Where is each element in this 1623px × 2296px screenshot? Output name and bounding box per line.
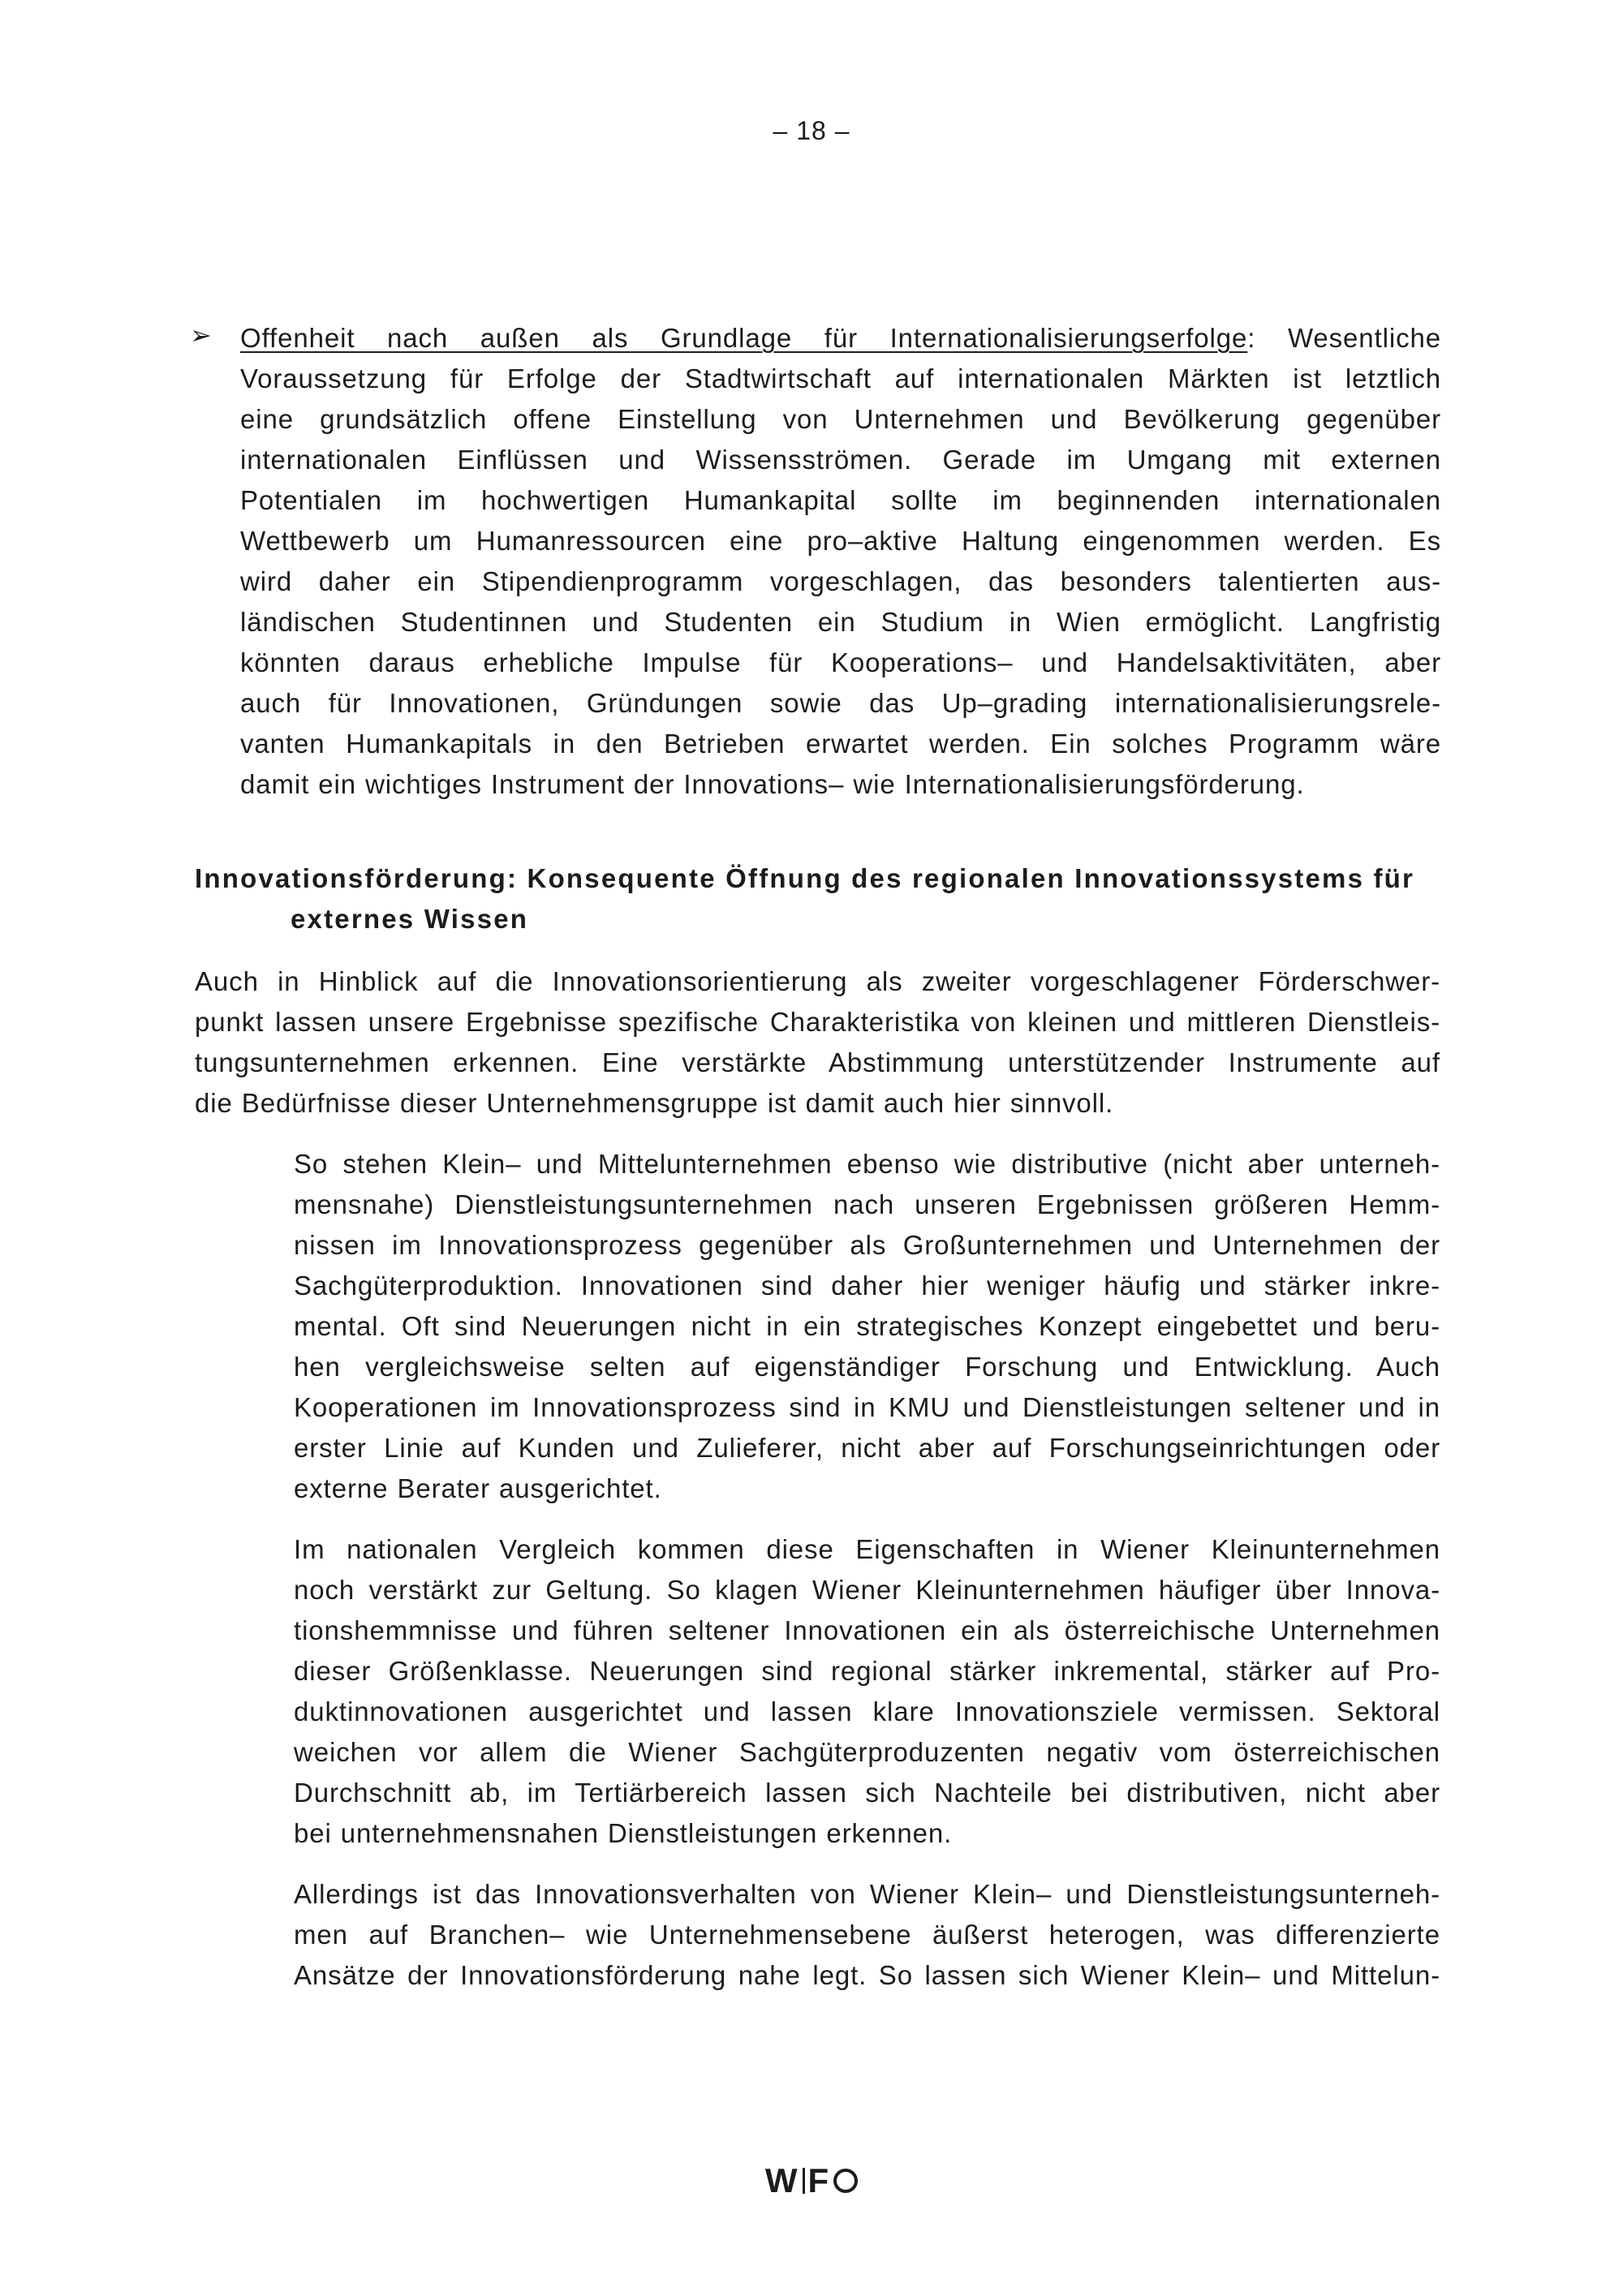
text-line: ländischen Studentinnen und Studenten ein Studium in Wien ermöglicht. Langfristig bbox=[240, 607, 1441, 637]
text-line: Kooperationen im Innovationsprozess sind in KMU und Dienstleistungen seltener und in bbox=[294, 1392, 1440, 1422]
heading-line: externes Wissen bbox=[291, 904, 529, 934]
text-line: Ansätze der Innovationsförderung nahe legt. So lassen sich Wiener Klein– und Mittelun- bbox=[294, 1960, 1440, 1990]
text-line bbox=[240, 318, 1441, 359]
text-line: Allerdings ist das Innovationsverhalten von Wiener Klein– und Dienstleistungsunterneh- bbox=[294, 1879, 1440, 1909]
text-line: So stehen Klein– und Mittelunternehmen ebenso wie distributive (nicht aber unterneh- bbox=[294, 1149, 1440, 1179]
text-line: wird daher ein Stipendienprogramm vorgeschlagen, das besonders talentierten aus- bbox=[240, 566, 1441, 596]
text-line: internationalen Einflüssen und Wissensströmen. Gerade im Umgang mit externen bbox=[240, 445, 1441, 475]
arrow-item-text bbox=[240, 318, 1441, 805]
text-line: dieser Größenklasse. Neuerungen sind regional stärker inkremental, stärker auf Pro- bbox=[294, 1656, 1440, 1686]
text-line: Im nationalen Vergleich kommen diese Eigenschaften in Wiener Kleinunternehmen bbox=[294, 1534, 1440, 1564]
text-line: noch verstärkt zur Geltung. So klagen Wiener Kleinunternehmen häufiger über Innova- bbox=[294, 1575, 1440, 1605]
text-line: punkt lassen unsere Ergebnisse spezifische Charakteristika von kleinen und mittleren Dienstleis- bbox=[195, 1007, 1440, 1037]
text-line: die Bedürfnisse dieser Unternehmensgruppe ist damit auch hier sinnvoll. bbox=[195, 1088, 1114, 1118]
text-line: Potentialen im hochwertigen Humankapital sollte im beginnenden internationalen bbox=[240, 485, 1441, 515]
text-line: eine grundsätzlich offene Einstellung von Unternehmen und Bevölkerung gegenüber bbox=[240, 404, 1441, 434]
bullet-item bbox=[294, 1874, 1440, 1996]
section-heading bbox=[195, 858, 1436, 939]
logo-mark: W F bbox=[765, 2161, 858, 2199]
text-line: nissen im Innovationsprozess gegenüber als Großunternehmen und Unternehmen der bbox=[294, 1230, 1440, 1260]
text-line: mensnahe) Dienstleistungsunternehmen nach unseren Ergebnissen größeren Hemm- bbox=[294, 1189, 1440, 1219]
bullet-item bbox=[294, 1529, 1440, 1854]
bullet-item bbox=[294, 1144, 1440, 1509]
text-line: auch für Innovationen, Gründungen sowie das Up–grading internationalisierungsrele- bbox=[240, 688, 1441, 718]
text-line: Wettbewerb um Humanressourcen eine pro–aktive Haltung eingenommen werden. Es bbox=[240, 526, 1441, 556]
text-line: tionshemmnisse und führen seltener Innovationen ein als österreichische Unternehmen bbox=[294, 1615, 1440, 1645]
heading-line: Innovationsförderung: Konsequente Öffnung des regionalen Innovationssystems für bbox=[195, 863, 1415, 893]
arrow-list-item bbox=[190, 318, 1441, 805]
text-line: hen vergleichsweise selten auf eigenständiger Forschung und Entwicklung. Auch bbox=[294, 1352, 1440, 1382]
text-line: Durchschnitt ab, im Tertiärbereich lassen sich Nachteile bei distributiven, nicht aber bbox=[294, 1778, 1440, 1808]
text-line: vanten Humankapitals in den Betrieben erwartet werden. Ein solches Programm wäre bbox=[240, 729, 1441, 759]
intro-paragraph bbox=[195, 961, 1440, 1124]
text-line: Sachgüterproduktion. Innovationen sind daher hier weniger häufig und stärker inkre- bbox=[294, 1271, 1440, 1301]
text-line: duktinnovationen ausgerichtet und lassen klare Innovationsziele vermissen. Sektoral bbox=[294, 1696, 1440, 1726]
text-line: externe Berater ausgerichtet. bbox=[294, 1473, 662, 1503]
text-line: weichen vor allem die Wiener Sachgüterproduzenten negativ vom österreichischen bbox=[294, 1737, 1440, 1767]
text-line: könnten daraus erhebliche Impulse für Kooperations– und Handelsaktivitäten, aber bbox=[240, 647, 1441, 677]
text-line: mental. Oft sind Neuerungen nicht in ein strategisches Konzept eingebettet und beru- bbox=[294, 1311, 1440, 1341]
text-line: erster Linie auf Kunden und Zulieferer, nicht aber auf Forschungseinrichtungen oder bbox=[294, 1433, 1440, 1463]
page-number: – 18 – bbox=[773, 116, 850, 145]
text-line: damit ein wichtiges Instrument der Innovations– wie Internationalisierungsförderung. bbox=[240, 769, 1305, 799]
wifo-logo bbox=[0, 2161, 1623, 2200]
text-line: bei unternehmensnahen Dienstleistungen erkennen. bbox=[294, 1818, 953, 1848]
text-line: Auch in Hinblick auf die Innovationsorientierung als zweiter vorgeschlagener Förderschwer- bbox=[195, 966, 1440, 996]
text-line-tail: : Wesentliche bbox=[1247, 323, 1441, 353]
text-line: men auf Branchen– wie Unternehmensebene äußerst heterogen, was differenzierte bbox=[294, 1920, 1440, 1950]
text-line: Voraussetzung für Erfolge der Stadtwirtschaft auf internationalen Märkten ist letztlich bbox=[240, 363, 1441, 393]
arrow-bullet-icon: ➢ bbox=[190, 320, 212, 350]
text-line: tungsunternehmen erkennen. Eine verstärkte Abstimmung unterstützender Instrumente auf bbox=[195, 1047, 1440, 1077]
lead-phrase: Offenheit nach außen als Grundlage für Internationalisierungserfolge bbox=[240, 323, 1248, 353]
